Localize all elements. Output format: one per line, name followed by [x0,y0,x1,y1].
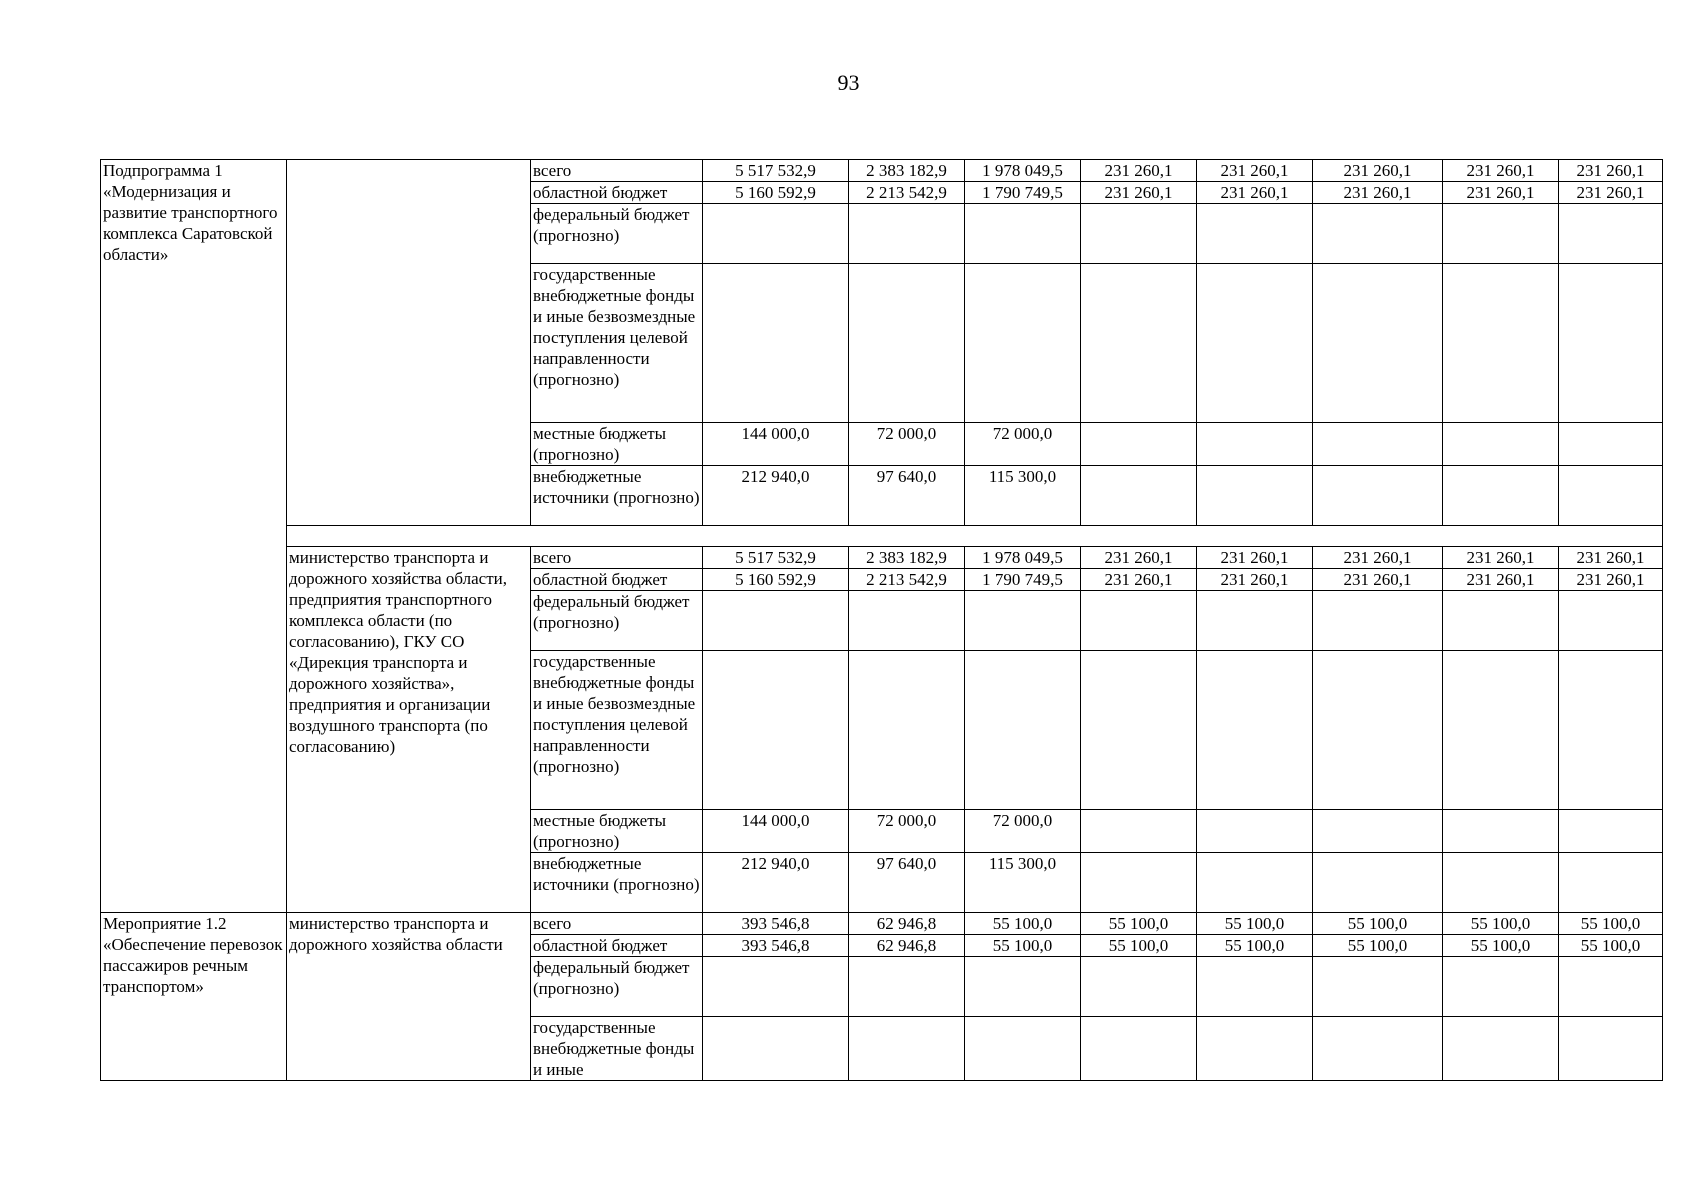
amount-cell [1197,264,1313,423]
amount-cell [1197,1017,1313,1081]
amount-cell [1443,1017,1559,1081]
amount-cell [1559,466,1663,526]
amount-cell: 231 260,1 [1197,182,1313,204]
amount-cell [1081,853,1197,913]
amount-cell: 72 000,0 [965,810,1081,853]
amount-cell: 55 100,0 [1197,935,1313,957]
amount-cell: 72 000,0 [849,423,965,466]
financing-table [100,159,1663,1081]
amount-cell [1313,810,1443,853]
funding-source-cell: областной бюджет [531,569,703,591]
amount-cell: 231 260,1 [1443,547,1559,569]
amount-cell [1197,853,1313,913]
amount-cell [1081,957,1197,1017]
amount-cell [1313,204,1443,264]
amount-cell: 231 260,1 [1197,547,1313,569]
amount-cell [1197,423,1313,466]
amount-cell [965,957,1081,1017]
amount-cell: 62 946,8 [849,935,965,957]
funding-source-cell: внебюджетные источники (прогнозно) [531,853,703,913]
funding-source-cell: федеральный бюджет (прогнозно) [531,591,703,651]
amount-cell [1081,810,1197,853]
amount-cell: 144 000,0 [703,423,849,466]
amount-cell: 231 260,1 [1081,160,1197,182]
funding-source-cell: всего [531,913,703,935]
funding-source-cell: всего [531,547,703,569]
amount-cell [1443,264,1559,423]
amount-cell: 231 260,1 [1443,569,1559,591]
amount-cell: 55 100,0 [1443,913,1559,935]
amount-cell: 231 260,1 [1313,547,1443,569]
amount-cell: 231 260,1 [1313,569,1443,591]
table-row [101,160,1663,182]
amount-cell: 231 260,1 [1197,160,1313,182]
amount-cell [1559,853,1663,913]
amount-cell: 55 100,0 [1313,913,1443,935]
amount-cell [1443,204,1559,264]
amount-cell: 393 546,8 [703,935,849,957]
amount-cell [1081,651,1197,810]
amount-cell: 5 160 592,9 [703,569,849,591]
amount-cell: 1 978 049,5 [965,547,1081,569]
amount-cell [1197,591,1313,651]
amount-cell [1559,423,1663,466]
amount-cell [1313,466,1443,526]
program-name-cell: Мероприятие 1.2 «Обеспечение перевозок пассажиров речным транспортом» [101,913,287,1081]
amount-cell: 2 213 542,9 [849,182,965,204]
amount-cell [1313,264,1443,423]
amount-cell: 97 640,0 [849,466,965,526]
amount-cell [849,651,965,810]
amount-cell [1443,810,1559,853]
table-row [101,913,1663,935]
table-body [101,160,1663,1081]
funding-source-cell: государственные внебюджетные фонды и иные безвозмездные поступления целевой направленности (прогнозно) [531,264,703,423]
amount-cell: 231 260,1 [1197,569,1313,591]
amount-cell [1559,591,1663,651]
amount-cell: 55 100,0 [1081,913,1197,935]
amount-cell: 115 300,0 [965,466,1081,526]
amount-cell: 2 383 182,9 [849,160,965,182]
amount-cell [849,957,965,1017]
amount-cell: 231 260,1 [1081,182,1197,204]
amount-cell: 5 517 532,9 [703,547,849,569]
amount-cell [703,264,849,423]
amount-cell [1197,651,1313,810]
amount-cell: 231 260,1 [1559,547,1663,569]
amount-cell: 62 946,8 [849,913,965,935]
funding-source-cell: местные бюджеты (прогнозно) [531,810,703,853]
amount-cell [965,204,1081,264]
amount-cell [1313,423,1443,466]
amount-cell [1443,957,1559,1017]
amount-cell [1197,466,1313,526]
funding-source-cell: государственные внебюджетные фонды и иные [531,1017,703,1081]
amount-cell: 1 790 749,5 [965,182,1081,204]
table-row [101,547,1663,569]
funding-source-cell: областной бюджет [531,182,703,204]
amount-cell: 55 100,0 [1559,935,1663,957]
amount-cell: 212 940,0 [703,466,849,526]
amount-cell: 55 100,0 [965,913,1081,935]
amount-cell [703,957,849,1017]
amount-cell: 1 790 749,5 [965,569,1081,591]
amount-cell [849,264,965,423]
amount-cell: 55 100,0 [1559,913,1663,935]
amount-cell: 115 300,0 [965,853,1081,913]
amount-cell [1559,651,1663,810]
amount-cell [849,204,965,264]
amount-cell: 231 260,1 [1313,160,1443,182]
amount-cell: 55 100,0 [965,935,1081,957]
amount-cell: 231 260,1 [1081,547,1197,569]
program-name-cell: Подпрограмма 1 «Модернизация и развитие транспортного комплекса Саратовской области» [101,160,287,913]
amount-cell [1559,264,1663,423]
amount-cell [965,264,1081,423]
executor-cell: министерство транспорта и дорожного хозяйства области [287,913,531,1081]
amount-cell [1559,1017,1663,1081]
amount-cell [1443,651,1559,810]
amount-cell: 231 260,1 [1443,182,1559,204]
amount-cell [703,1017,849,1081]
amount-cell: 231 260,1 [1313,182,1443,204]
empty-cell [287,526,1663,547]
funding-source-cell: всего [531,160,703,182]
amount-cell [1443,853,1559,913]
amount-cell [1443,591,1559,651]
amount-cell [1313,957,1443,1017]
amount-cell: 55 100,0 [1197,913,1313,935]
amount-cell: 2 213 542,9 [849,569,965,591]
amount-cell [1559,204,1663,264]
amount-cell [1443,466,1559,526]
amount-cell [1197,957,1313,1017]
amount-cell: 55 100,0 [1081,935,1197,957]
amount-cell: 231 260,1 [1559,160,1663,182]
amount-cell: 393 546,8 [703,913,849,935]
funding-source-cell: государственные внебюджетные фонды и иные безвозмездные поступления целевой направленности (прогнозно) [531,651,703,810]
amount-cell [703,651,849,810]
amount-cell: 72 000,0 [965,423,1081,466]
amount-cell [1313,651,1443,810]
page-number: 93 [837,70,860,95]
amount-cell: 144 000,0 [703,810,849,853]
amount-cell [1081,591,1197,651]
amount-cell [1559,957,1663,1017]
amount-cell [1559,810,1663,853]
amount-cell: 97 640,0 [849,853,965,913]
amount-cell [1313,1017,1443,1081]
amount-cell [1081,264,1197,423]
executor-cell [287,160,531,526]
amount-cell [1081,1017,1197,1081]
amount-cell: 72 000,0 [849,810,965,853]
amount-cell [1081,466,1197,526]
amount-cell: 5 517 532,9 [703,160,849,182]
amount-cell: 231 260,1 [1443,160,1559,182]
amount-cell [965,1017,1081,1081]
amount-cell: 212 940,0 [703,853,849,913]
amount-cell [703,204,849,264]
funding-source-cell: федеральный бюджет (прогнозно) [531,957,703,1017]
amount-cell: 1 978 049,5 [965,160,1081,182]
funding-source-cell: внебюджетные источники (прогнозно) [531,466,703,526]
amount-cell: 55 100,0 [1443,935,1559,957]
funding-source-cell: местные бюджеты (прогнозно) [531,423,703,466]
amount-cell: 5 160 592,9 [703,182,849,204]
amount-cell [1197,810,1313,853]
amount-cell [965,591,1081,651]
amount-cell [849,591,965,651]
amount-cell: 231 260,1 [1559,569,1663,591]
amount-cell [849,1017,965,1081]
amount-cell [1313,591,1443,651]
amount-cell [1081,204,1197,264]
amount-cell [965,651,1081,810]
amount-cell: 231 260,1 [1559,182,1663,204]
executor-cell: министерство транспорта и дорожного хозяйства области, предприятия транспортного комплекса области (по согласованию), ГКУ СО «Дирекция транспорта и дорожного хозяйства», предприятия и организации воздушного транспорта (по согласованию) [287,547,531,913]
amount-cell [1313,853,1443,913]
amount-cell: 55 100,0 [1313,935,1443,957]
amount-cell: 231 260,1 [1081,569,1197,591]
amount-cell: 2 383 182,9 [849,547,965,569]
amount-cell [703,591,849,651]
funding-source-cell: федеральный бюджет (прогнозно) [531,204,703,264]
amount-cell [1443,423,1559,466]
amount-cell [1081,423,1197,466]
amount-cell [1197,204,1313,264]
funding-source-cell: областной бюджет [531,935,703,957]
spacer-row [101,526,1663,547]
